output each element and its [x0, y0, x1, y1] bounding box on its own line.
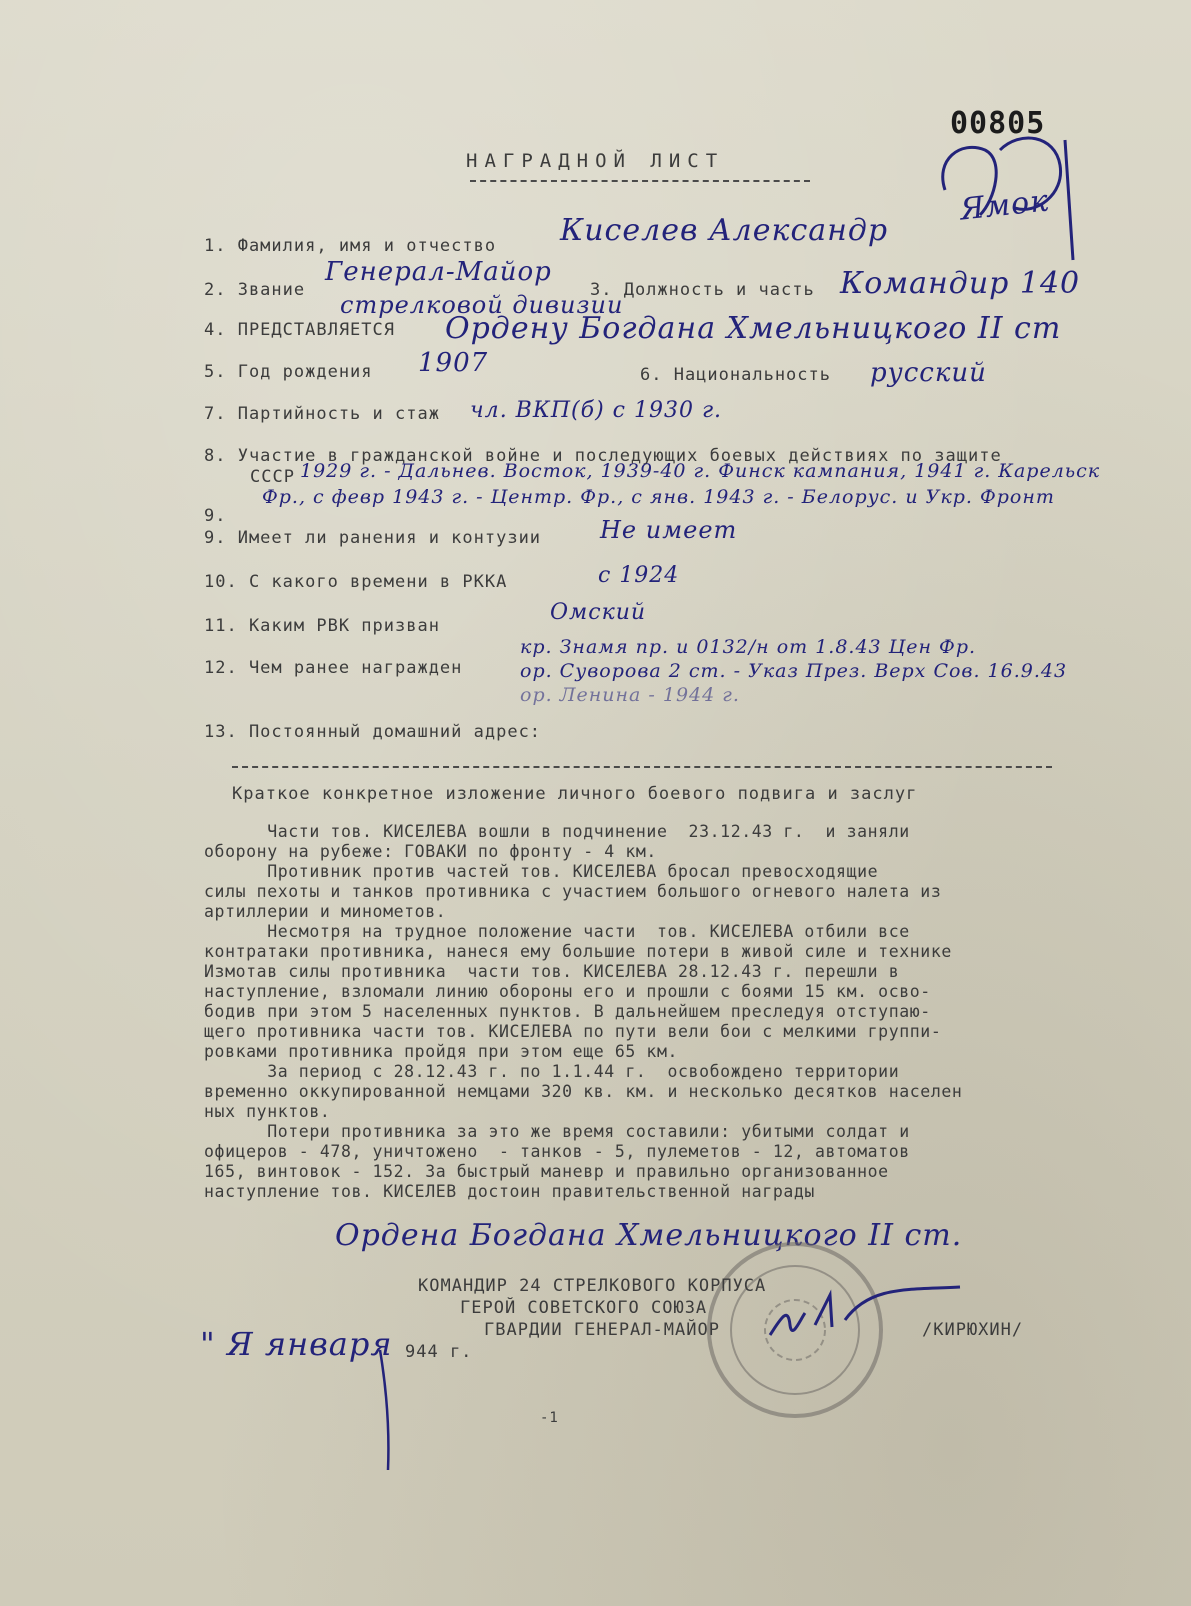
section-separator — [232, 766, 1052, 768]
field-11-label: 11. Каким РВК призван — [204, 616, 440, 636]
field-1-label: 1. Фамилия, имя и отчество — [204, 236, 497, 256]
award-handwritten: Ордена Богдана Хмельницкого II ст. — [335, 1218, 963, 1253]
footer-mark: -1 — [540, 1410, 559, 1426]
field-13-label: 13. Постоянный домашний адрес: — [204, 722, 542, 742]
field-4-label: 4. ПРЕДСТАВЛЯЕТСЯ — [204, 320, 395, 340]
field-8-label: 8. Участие в гражданской войне и последующих боевых действиях по защите — [204, 446, 1002, 466]
field-9-stub-label: 9. — [204, 506, 227, 526]
field-12-value-line-2: ор. Суворова 2 ст. - Указ През. Верх Сов. 16.9.43 — [520, 660, 1068, 682]
summary-line: офицеров - 478, уничтожено - танков - 5, пулеметов - 12, автоматов — [204, 1142, 910, 1161]
summary-heading: Краткое конкретное изложение личного боевого подвига и заслуг — [232, 784, 918, 804]
summary-line: наступление тов. КИСЕЛЕВ достоин правительственной награды — [204, 1182, 815, 1201]
summary-line: силы пехоты и танков противника с участием большого огневого налета из — [204, 882, 942, 901]
summary-line: Части тов. КИСЕЛЕВА вошли в подчинение 23.12.43 г. и заняли — [204, 822, 910, 841]
document-number: 00805 — [950, 106, 1046, 141]
field-10-value: с 1924 — [598, 563, 680, 588]
field-11-value: Омский — [550, 600, 647, 625]
summary-line: временно оккупированной немцами 320 кв. км. и несколько десятков населен — [204, 1082, 963, 1101]
summary-line: оборону на рубеже: ГОВАКИ по фронту - 4 км. — [204, 842, 657, 861]
date-signature-icon — [360, 1340, 420, 1480]
field-9-value: Не имеет — [600, 516, 738, 544]
title-underline — [470, 180, 810, 182]
field-12-label: 12. Чем ранее награжден — [204, 658, 463, 678]
corner-scribble-icon — [925, 120, 1085, 270]
summary-line: наступление, взломали линию обороны его и прошли с боями 15 км. осво- — [204, 982, 931, 1001]
summary-line: бодив при этом 5 населенных пунктов. В дальнейшем преследуя отступаю- — [204, 1002, 931, 1021]
field-6-label: 6. Национальность — [640, 365, 831, 385]
field-9-label: 9. Имеет ли ранения и контузии — [204, 528, 542, 548]
field-8-value-line-1: 1929 г. - Дальнев. Восток, 1939-40 г. Финск кампания, 1941 г. Карельск — [300, 460, 1101, 482]
signatory-line-3: ГВАРДИИ ГЕНЕРАЛ-МАЙОР — [484, 1320, 720, 1340]
field-12-value-line-3: ор. Ленина - 1944 г. — [520, 684, 740, 706]
document-title: НАГРАДНОЙ ЛИСТ — [466, 150, 725, 172]
field-3-value: Командир 140 — [840, 266, 1081, 301]
summary-line: 165, винтовок - 152. За быстрый маневр и правильно организованное — [204, 1162, 889, 1181]
commander-signature-icon — [760, 1265, 980, 1355]
field-5-label: 5. Год рождения — [204, 362, 373, 382]
corner-handwritten-note: Ямок — [958, 183, 1051, 228]
summary-line: артиллерии и минометов. — [204, 902, 447, 921]
field-3-label: 3. Должность и часть — [590, 280, 815, 300]
summary-line: Потери противника за это же время составили: убитыми солдат и — [204, 1122, 910, 1141]
signatory-name: /КИРЮХИН/ — [922, 1320, 1024, 1340]
summary-line: Противник против частей тов. КИСЕЛЕВА бросал превосходящие — [204, 862, 879, 881]
summary-line: Измотав силы противника части тов. КИСЕЛЕВА 28.12.43 г. перешли в — [204, 962, 900, 981]
summary-line: ных пунктов. — [204, 1102, 331, 1121]
field-4-value: Ордену Богдана Хмельницкого II ст — [445, 311, 1062, 346]
summary-line: За период с 28.12.43 г. по 1.1.44 г. освобождено территории — [204, 1062, 900, 1081]
field-8-label-continued: СССР — [250, 467, 295, 487]
date-handwritten: " Я января — [200, 1325, 393, 1363]
signatory-line-1: КОМАНДИР 24 СТРЕЛКОВОГО КОРПУСА — [418, 1276, 767, 1296]
summary-line: контратаки противника, нанеся ему большие потери в живой силе и технике — [204, 942, 952, 961]
field-7-value: чл. ВКП(б) с 1930 г. — [470, 398, 723, 423]
summary-line: Несмотря на трудное положение части тов. КИСЕЛЕВА отбили все — [204, 922, 910, 941]
field-6-value: русский — [870, 358, 987, 388]
summary-body — [204, 822, 1104, 1202]
field-10-label: 10. С какого времени в РККА — [204, 572, 508, 592]
summary-line: щего противника части тов. КИСЕЛЕВА по пути вели бои с мелкими группи- — [204, 1022, 942, 1041]
field-12-value-line-1: кр. Знамя пр. и 0132/н от 1.8.43 Цен Фр. — [520, 636, 977, 658]
field-7-label: 7. Партийность и стаж — [204, 404, 440, 424]
date-typed: 944 г. — [405, 1342, 473, 1362]
signatory-line-2: ГЕРОЙ СОВЕТСКОГО СОЮЗА — [460, 1298, 708, 1318]
field-2-value: Генерал-Майор — [325, 257, 552, 287]
field-3-value-continued: стрелковой дивизии — [340, 291, 624, 319]
field-1-value: Киселев Александр — [560, 213, 889, 248]
field-5-value: 1907 — [418, 348, 489, 378]
field-8-value-line-2: Фр., с февр 1943 г. - Центр. Фр., с янв. 1943 г. - Белорус. и Укр. Фронт — [262, 486, 1055, 508]
field-2-label: 2. Звание — [204, 280, 306, 300]
summary-line: ровками противника пройдя при этом еще 65 км. — [204, 1042, 679, 1061]
